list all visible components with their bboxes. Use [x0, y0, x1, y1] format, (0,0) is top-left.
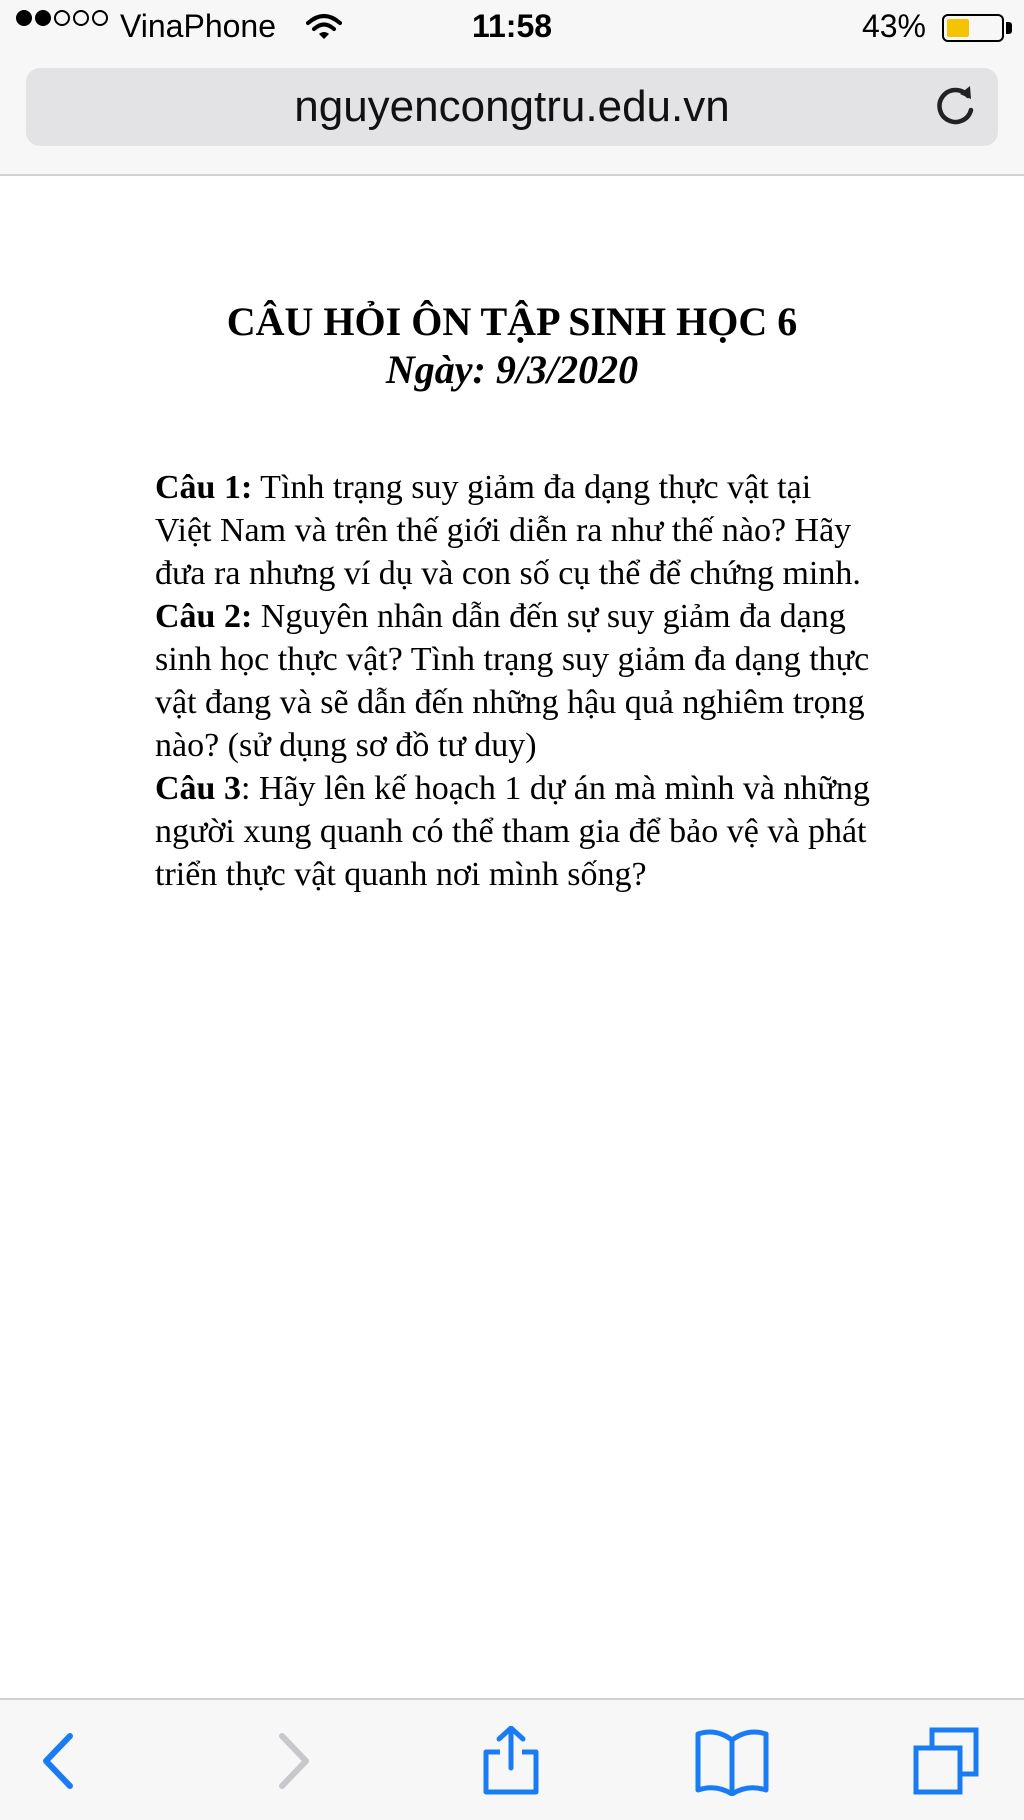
question-label: Câu 3	[155, 770, 241, 807]
bookmarks-icon[interactable]	[694, 1726, 764, 1796]
back-arrow-icon[interactable]	[26, 1726, 96, 1796]
tabs-icon[interactable]	[910, 1726, 980, 1796]
question-text: : Hãy lên kế hoạch 1 dự án mà mình và những người xung quanh có thể tham gia để bảo vệ và phát triển thực vật quanh nơi mình sống?	[155, 770, 870, 893]
question-label: Câu 1:	[155, 469, 253, 506]
browser-address-area	[0, 56, 1024, 176]
web-page-content	[0, 178, 1024, 1698]
share-icon[interactable]	[476, 1726, 546, 1796]
page-date: Ngày: 9/3/2020	[385, 347, 639, 392]
status-bar	[0, 0, 1024, 56]
question-list	[155, 466, 875, 896]
url-text[interactable]: nguyencongtru.edu.vn	[294, 82, 730, 131]
battery-level	[947, 19, 969, 37]
page-title: CÂU HỎI ÔN TẬP SINH HỌC 6	[226, 299, 798, 344]
battery-icon	[942, 14, 1004, 42]
question-item	[155, 767, 875, 896]
carrier-name: VinaPhone	[120, 8, 276, 44]
question-item	[155, 466, 875, 595]
battery-tip	[1006, 22, 1012, 34]
question-text: Tình trạng suy giảm đa dạng thực vật tại Việt Nam và trên thế giới diễn ra như thế nào? Hãy đưa ra nhưng ví dụ và con số cụ thể để chứng minh.	[155, 469, 861, 592]
status-time: 11:58	[471, 8, 553, 44]
browser-toolbar	[0, 1698, 1024, 1820]
forward-arrow-icon[interactable]	[256, 1726, 326, 1796]
question-item	[155, 595, 875, 767]
reload-icon[interactable]	[930, 82, 980, 132]
question-text: Nguyên nhân dẫn đến sự suy giảm đa dạng sinh học thực vật? Tình trạng suy giảm đa dạng thực vật đang và sẽ dẫn đến những hậu quả nghiêm trọng nào? (sử dụng sơ đồ tư duy)	[155, 598, 870, 764]
question-label: Câu 2:	[155, 598, 253, 635]
battery-percent: 43%	[861, 8, 926, 44]
address-bar[interactable]	[26, 68, 998, 146]
